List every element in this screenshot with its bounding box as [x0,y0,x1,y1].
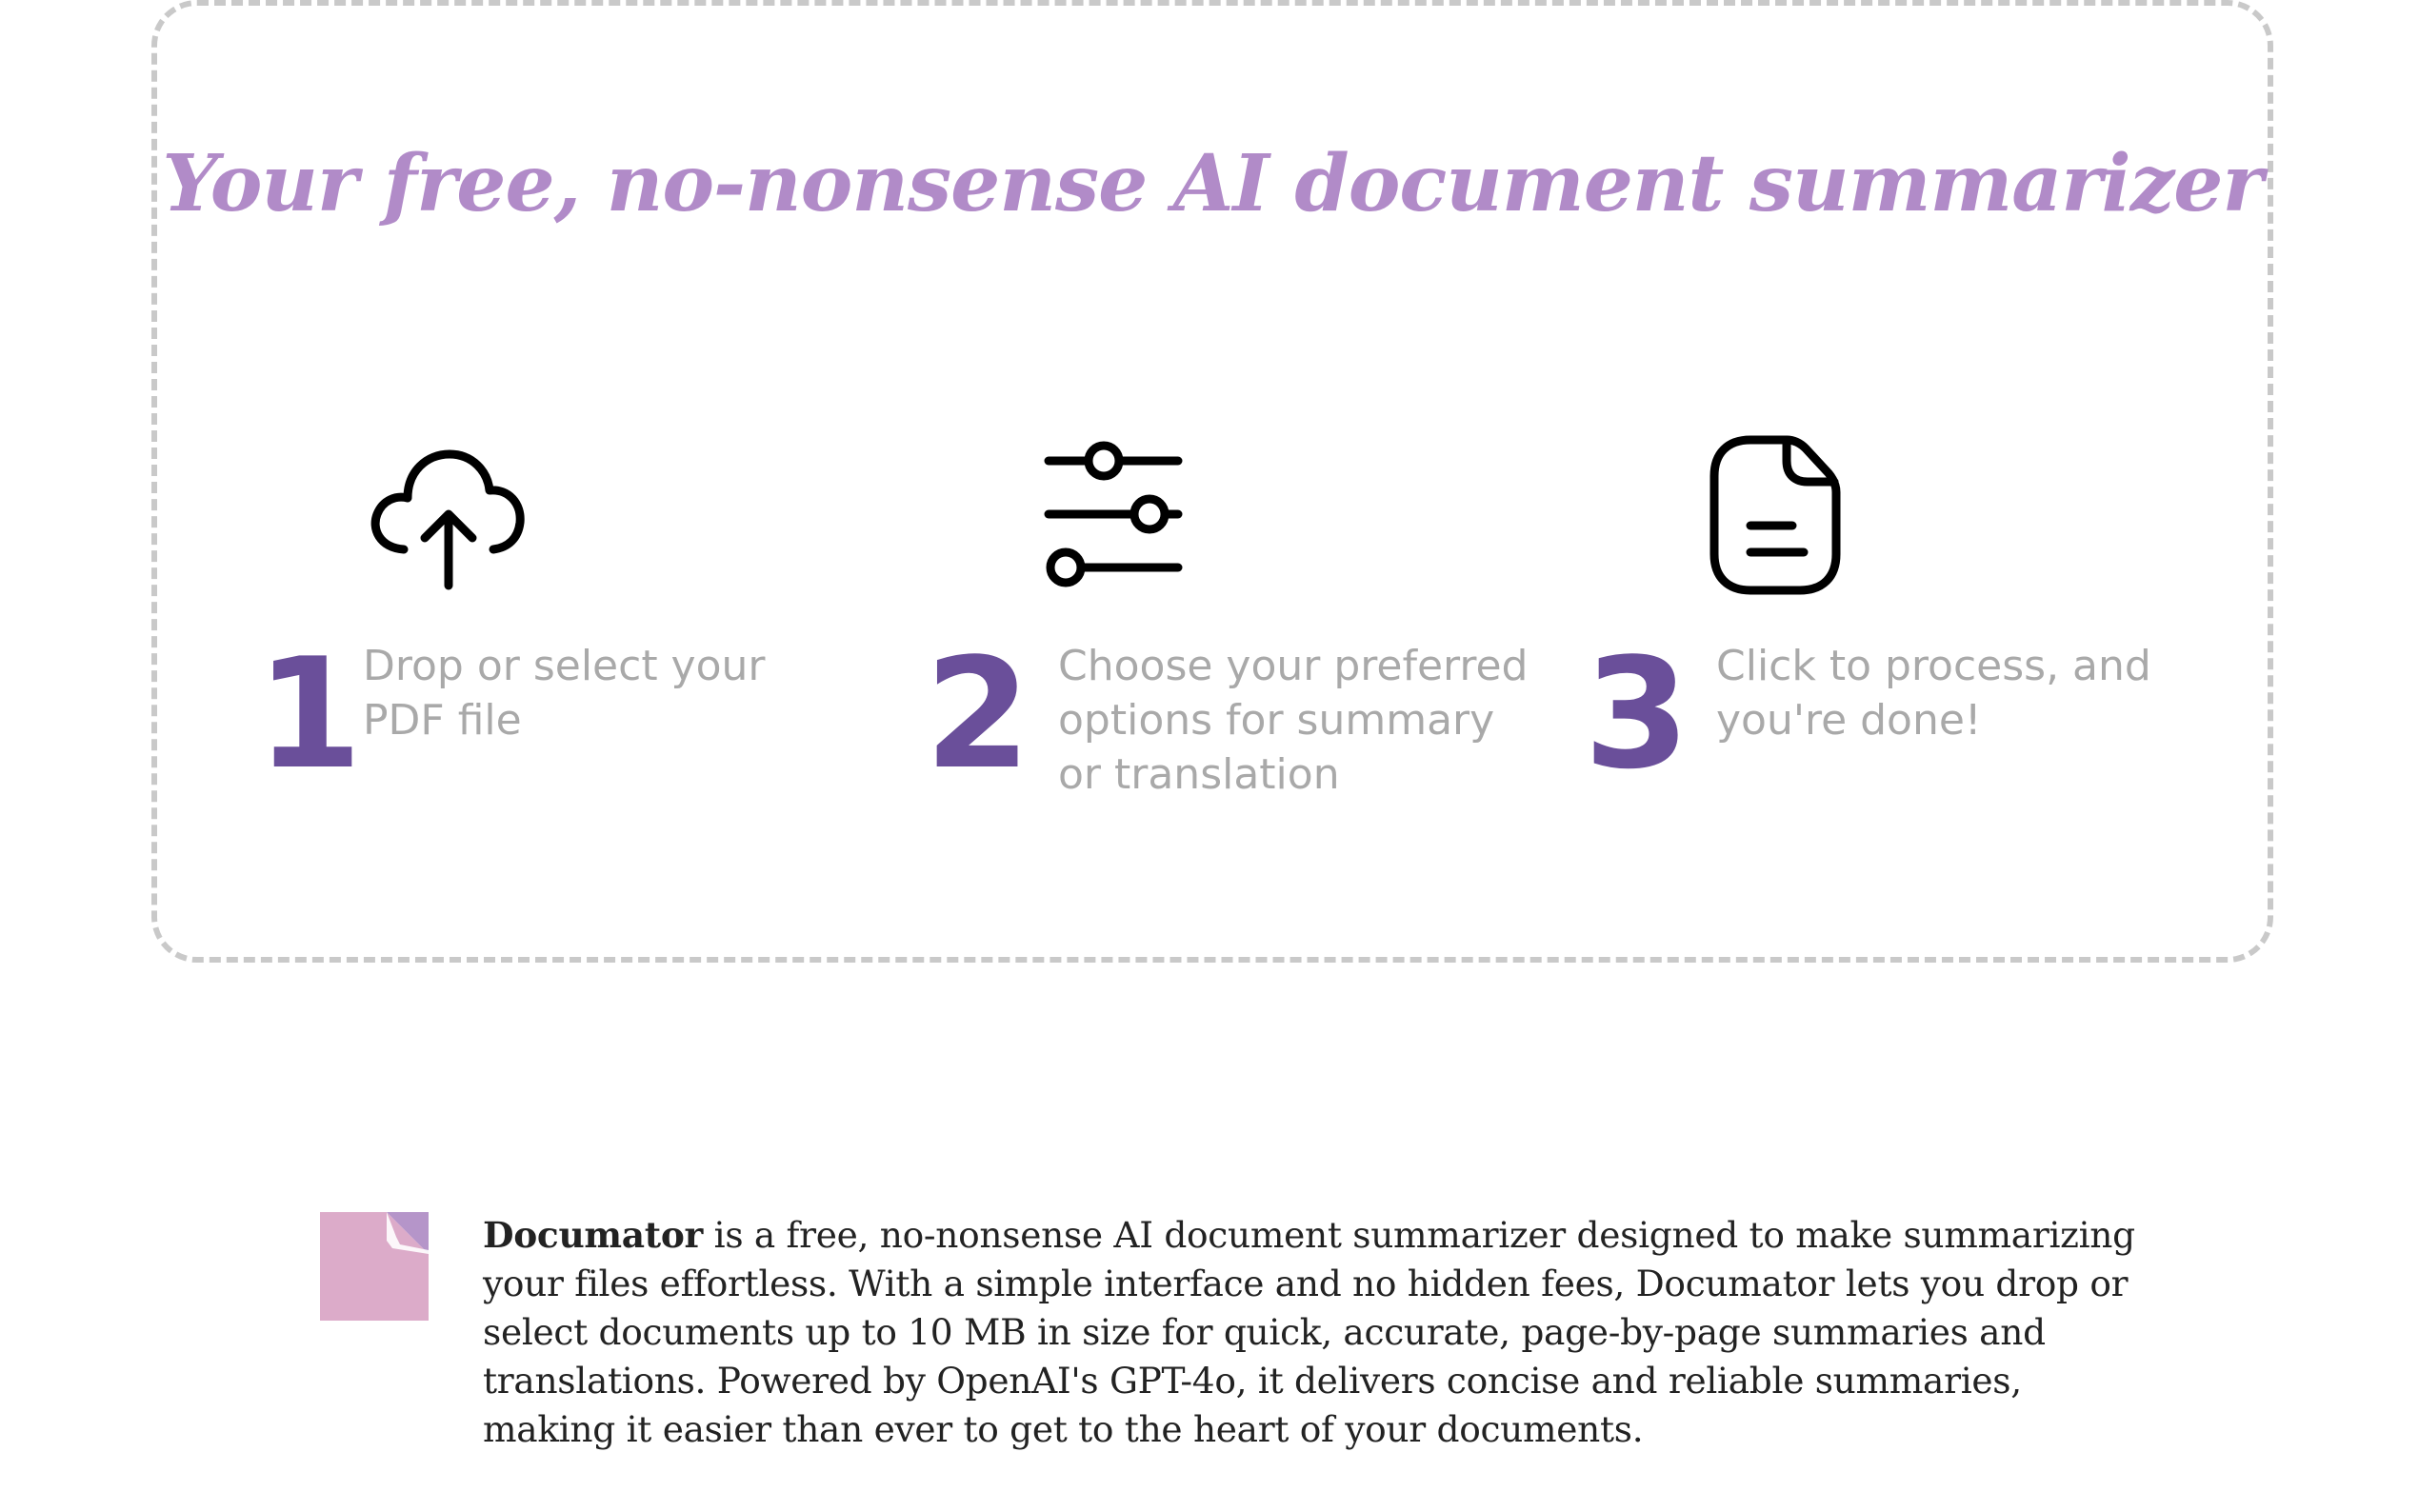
step-2-text: Choose your preferred options for summary or translation [1058,642,1529,799]
step-2-number: 2 [925,625,1031,803]
step-3-number: 3 [1584,625,1690,803]
documator-logo-icon [320,1212,429,1321]
page-title: Your free, no-nonsense AI document summarizer [162,138,2263,229]
sliders-icon [1039,434,1191,596]
step-1-number: 1 [256,625,363,803]
step-3-text: Click to process, and you're done! [1716,642,2151,745]
brand-name: Documator [483,1214,703,1256]
file-drop-zone[interactable] [151,0,2273,963]
about-body: is a free, no-nonsense AI document summarizer designed to make summarizing your files effortless. With a simple interface and no hidden fees, Documator lets you drop or select documents up to 10 MB in size for quick, accurate, page-by-page summaries and translations. Powered by OpenAI's GPT-4o, it delivers concise and reliable summaries, making it easier than ever to get to the heart of your documents. [483,1214,2135,1450]
about-description [483,1211,2159,1454]
step-1-text: Drop or select your PDF file [363,642,766,745]
document-icon [1705,432,1848,599]
cloud-upload-icon [366,443,528,595]
